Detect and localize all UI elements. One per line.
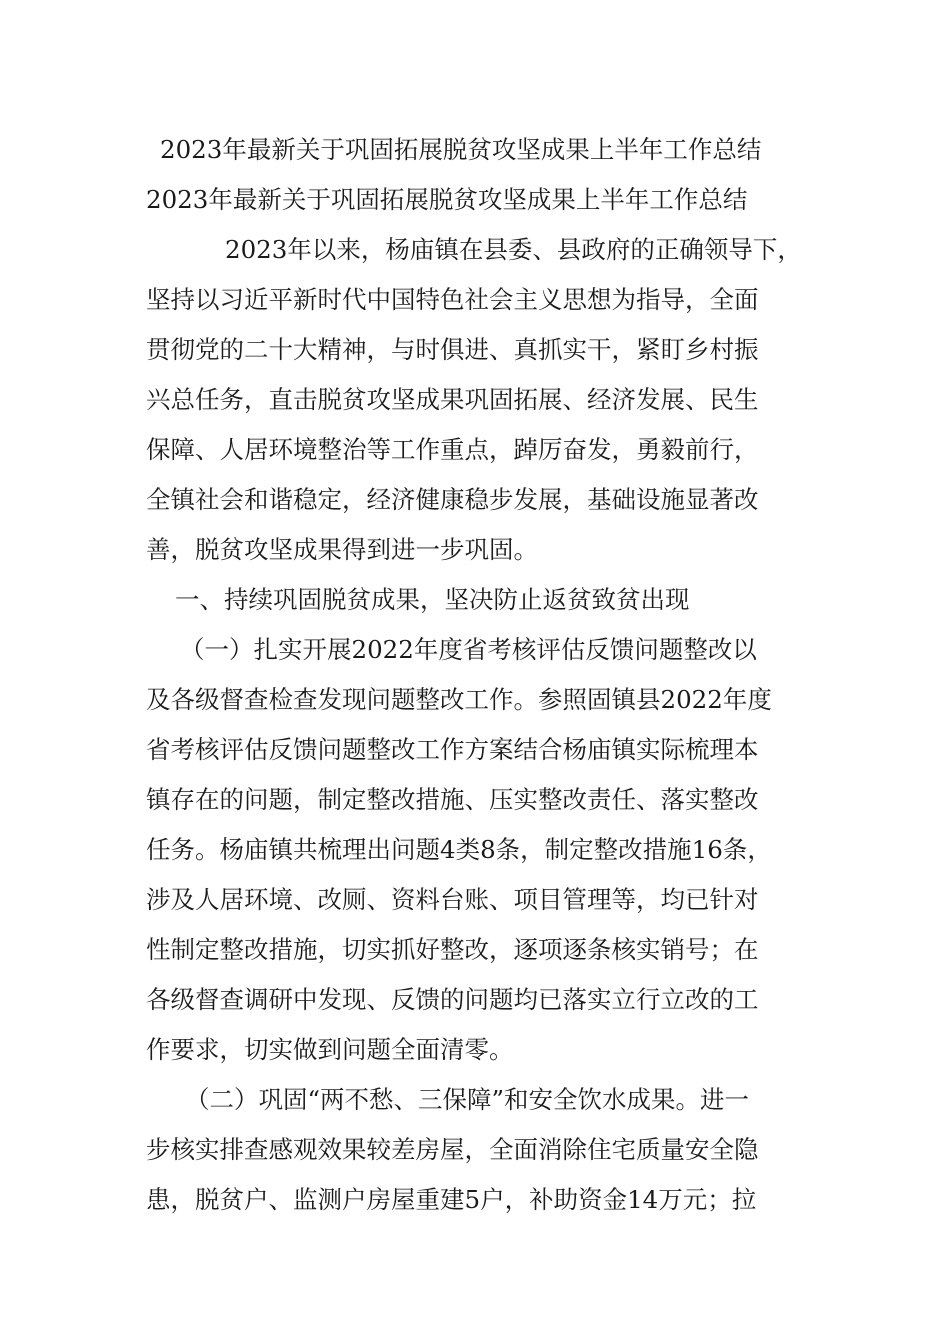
paragraph-line: 涉及人居环境、改厕、资料台账、项目管理等，均已针对 [146,885,759,914]
document-title: 2023年最新关于巩固拓展脱贫攻坚成果上半年工作总结 [160,135,762,164]
paragraph-line: 各级督查调研中发现、反馈的问题均已落实立行立改的工 [146,985,759,1014]
document-title-repeat: 2023年最新关于巩固拓展脱贫攻坚成果上半年工作总结 [146,185,748,214]
intro-line: 全镇社会和谐稳定，经济健康稳步发展，基础设施显著改 [146,485,759,514]
paragraph-line: 患，脱贫户、监测户房屋重建5户，补助资金14万元；拉 [146,1185,757,1214]
section-heading: 一、持续巩固脱贫成果，坚决防止返贫致贫出现 [175,585,690,614]
paragraph-line: 省考核评估反馈问题整改工作方案结合杨庙镇实际梳理本 [146,735,759,764]
paragraph-line: 镇存在的问题，制定整改措施、压实整改责任、落实整改 [146,785,759,814]
paragraph-line: 任务。杨庙镇共梳理出问题4类8条，制定整改措施16条， [146,835,772,864]
paragraph-line: （二）巩固“两不愁、三保障”和安全饮水成果。进一 [185,1085,750,1114]
paragraph-line: （一）扎实开展2022年度省考核评估反馈问题整改以 [180,635,757,664]
paragraph-line: 作要求，切实做到问题全面清零。 [146,1035,514,1064]
intro-line: 2023年以来，杨庙镇在县委、县政府的正确领导下， [225,235,802,264]
intro-line: 善，脱贫攻坚成果得到进一步巩固。 [146,535,538,564]
paragraph-line: 性制定整改措施，切实抓好整改，逐项逐条核实销号；在 [146,935,759,964]
intro-line: 保障、人居环境整治等工作重点，踔厉奋发，勇毅前行， [146,435,759,464]
intro-line: 兴总任务，直击脱贫攻坚成果巩固拓展、经济发展、民生 [146,385,759,414]
intro-line: 贯彻党的二十大精神，与时俱进、真抓实干，紧盯乡村振 [146,335,759,364]
intro-line: 坚持以习近平新时代中国特色社会主义思想为指导，全面 [146,285,759,314]
paragraph-line: 步核实排查感观效果较差房屋，全面消除住宅质量安全隐 [146,1135,759,1164]
paragraph-line: 及各级督查检查发现问题整改工作。参照固镇县2022年度 [146,685,772,714]
